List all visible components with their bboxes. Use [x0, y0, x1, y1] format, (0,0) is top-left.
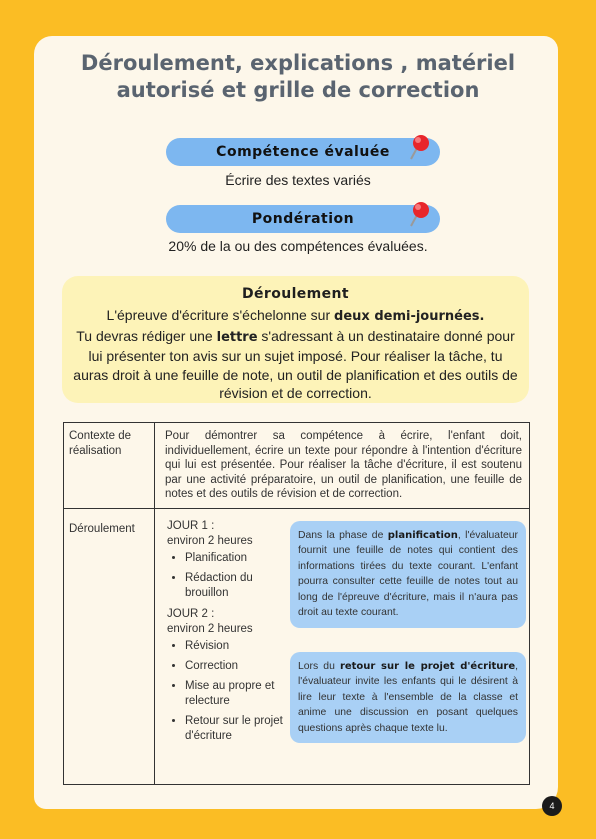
page-title — [0, 50, 596, 104]
deroulement-text: L'épreuve d'écriture s'échelonne sur deux demi-journées. Tu devras rédiger une lettre s'adressant à un destinataire donné pour lui présenter ton avis sur un sujet imposé. Pour réaliser la tâche, tu auras droit à une feuille de note, un outil de planification et des outils de révision et de correction. — [73, 307, 518, 401]
competence-label: Compétence évaluée — [216, 144, 390, 160]
day2-duration: environ 2 heures — [167, 622, 253, 635]
day1-list — [167, 551, 287, 601]
deroulement-title: Déroulement — [241, 286, 350, 302]
list-item: • Rédaction du brouillon — [185, 571, 287, 601]
row-label-contexte: Contexte de réalisation — [64, 423, 155, 509]
day2-title: JOUR 2 : — [167, 607, 215, 620]
evaluation-table — [63, 422, 530, 785]
deroulement-cell — [155, 508, 530, 784]
ponderation-label: Pondération — [251, 211, 355, 227]
competence-pill — [166, 138, 440, 166]
list-item: • Mise au propre et relecture — [185, 679, 287, 709]
table-row-contexte — [64, 423, 530, 509]
title-line-2: autorisé et grille de correction — [116, 78, 480, 102]
list-item: • Retour sur le projet d'écriture — [185, 714, 287, 744]
list-item: • Planification — [185, 551, 287, 566]
emphasis-deux-demi-journees: deux demi-journées. — [334, 309, 485, 324]
day1-title: JOUR 1 : — [167, 519, 215, 532]
list-item: • Révision — [185, 639, 287, 654]
deroulement-box — [62, 276, 529, 403]
title-line-1: Déroulement, explications , matériel — [80, 51, 516, 75]
pushpin-icon — [408, 199, 434, 229]
ponderation-pill — [166, 205, 440, 233]
pushpin-icon — [408, 132, 434, 162]
note-planification: Dans la phase de planification, l'évaluateur fournit une feuille de notes qui contient des informations tirées du texte courant. L'enfant pourra consulter cette feuille de notes tout au long de l'épreuve d'écriture, mais il n'aura pas droit au texte courant. — [290, 521, 526, 628]
day2-list — [167, 639, 287, 744]
competence-value: Écrire des textes variés — [225, 172, 371, 188]
ponderation-value: 20% de la ou des compétences évaluées. — [168, 238, 428, 254]
page-number: 4 — [542, 796, 562, 816]
day1-duration: environ 2 heures — [167, 534, 253, 547]
note-retour: Lors du retour sur le projet d'écriture, l'évaluateur invite les enfants qui le désirent à lire leur texte à l'ensemble de la classe et anime une discussion en posant quelques questions après chaque texte lu. — [290, 652, 526, 744]
row-label-deroulement: Déroulement — [64, 508, 155, 784]
table-row-deroulement — [64, 508, 530, 784]
list-item: • Correction — [185, 659, 287, 674]
schedule — [167, 519, 287, 750]
contexte-text: Pour démontrer sa compétence à écrire, l'enfant doit, individuellement, écrire un texte pour répondre à l'intention d'écriture qui lui est présentée. Pour réaliser la tâche d'écriture, il est soutenu par une activité préparatoire, un outil de planification, une feuille de notes et des outils de révision et de correction. — [155, 423, 530, 509]
emphasis-lettre: lettre — [216, 329, 258, 345]
